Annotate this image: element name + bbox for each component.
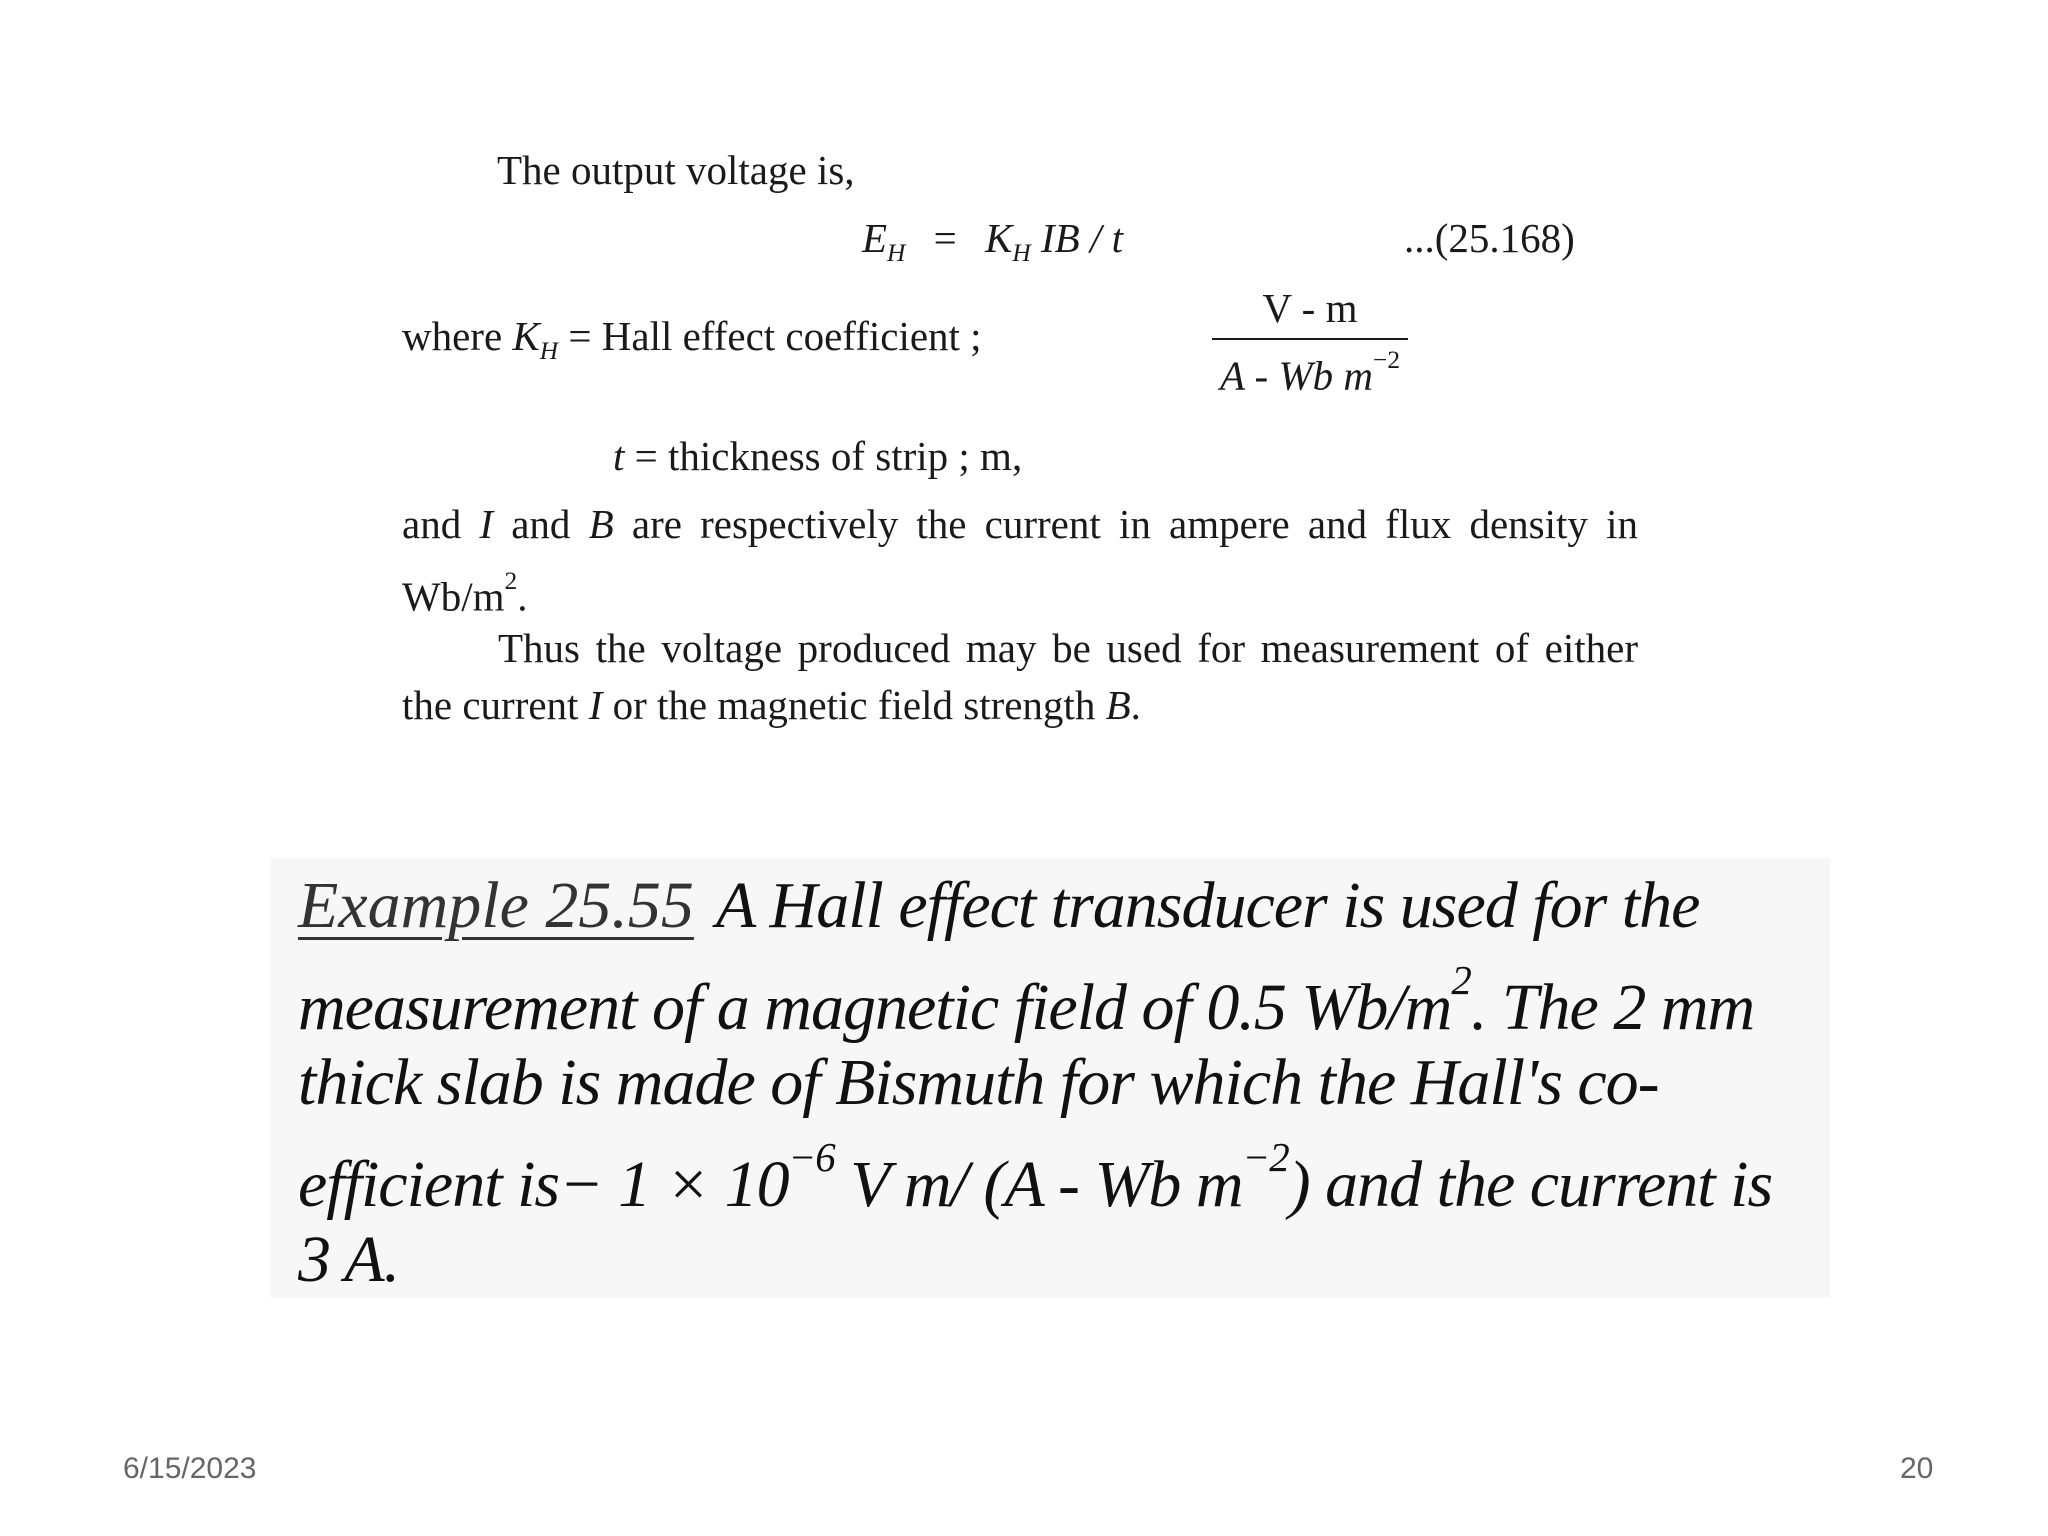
slide-number: 20 (1900, 1452, 1934, 1485)
intro-text: The output voltage is, (497, 147, 855, 193)
kh-symbol: $K_H$ (512, 313, 559, 365)
eq-rhs: $K_H$ IB / t (985, 215, 1123, 267)
unit-numerator: V - m (1262, 285, 1358, 331)
equation-25-168 (862, 214, 1123, 268)
example-25-55: Example 25.55 A Hall effect transducer is used for the measurement of a magnetic field of 0.5 $Wb/m^2$. The 2 mm thick slab is made of Bismuth for which the Hall's co-efficient $is- 1 \times 10^{-6}$ V m/ (A - Wb $m^{-2}$) and the current is 3 A. (298, 869, 1773, 1296)
example-heading: Example 25.55 (298, 869, 694, 942)
eq-lhs: $E_H$ (862, 215, 906, 267)
unit-denominator: A - Wb $m^{-2}$ (1220, 346, 1401, 399)
thus-paragraph: Thus the voltage produced may be used for measurement of either the current I or the magnetic field strength B. (402, 625, 1638, 728)
where-line: where $K_H$ = Hall effect coefficient ; (402, 313, 982, 365)
footer-date: 6/15/2023 (123, 1452, 257, 1485)
t-definition: t = thickness of strip ; m, (613, 433, 1023, 479)
and-paragraph: and I and B are respectively the current in ampere and flux density in $Wb/m^2$. (402, 501, 1639, 620)
unit-fraction (1212, 284, 1408, 400)
equation-number: ...(25.168) (1404, 215, 1575, 261)
eq-equals: = (933, 215, 957, 261)
